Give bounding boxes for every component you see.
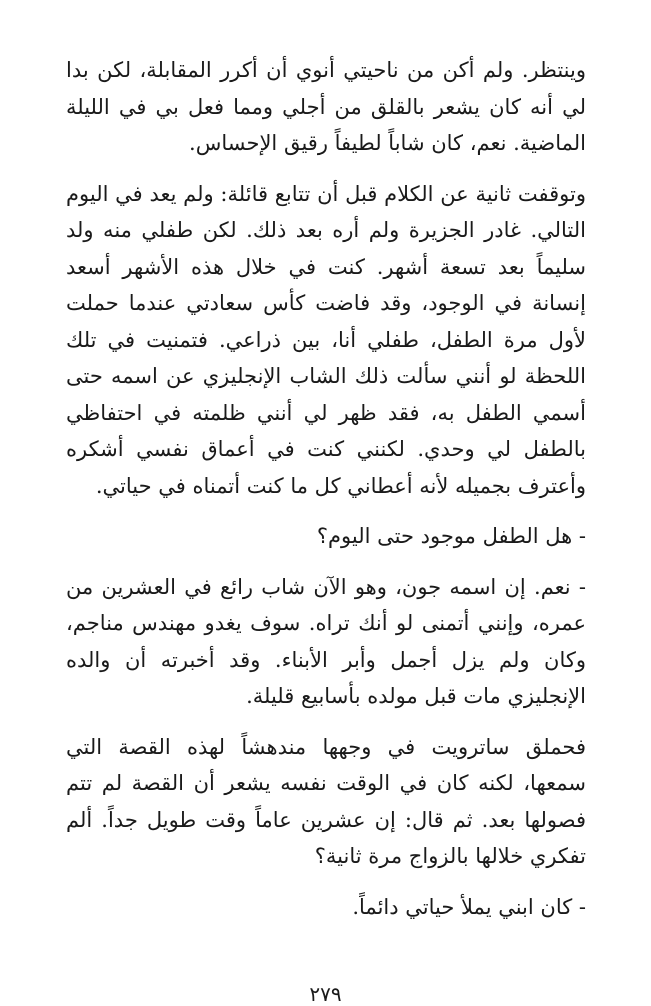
book-page [66, 52, 586, 939]
dialogue-line: - نعم. إن اسمه جون، وهو الآن شاب رائع في العشرين من عمره، وإنني أتمنى لو أنك تراه. سوف يغدو مهندس مناجم، وكان ولم يزل أجمل وأبر الأبناء. وقد أخبرته أن والده الإنجليزي مات قبل مولده بأسابيع قليلة. [66, 574, 586, 708]
page-number: ٢٧٩ [309, 982, 342, 1006]
dialogue-line: - كان ابني يملأ حياتي دائماً. [352, 894, 586, 919]
dialogue-line: - هل الطفل موجود حتى اليوم؟ [316, 524, 586, 548]
paragraph: وتوقفت ثانية عن الكلام قبل أن تتابع قائلة: ولم يعد في اليوم التالي. غادر الجزيرة ولم أره بعد ذلك. لكن طفلي منه ولد سليماً بعد تسعة أشهر. كنت في خلال هذه الأشهر أسعد إنسانة في الوجود، وقد فاضت كأس سعادتي عندما حملت لأول مرة الطفل، طفلي أنا، بين ذراعي. فتمنيت في تلك اللحظة لو أنني سألت ذلك الشاب الإنجليزي عن اسمه حتى أسمي الطفل به، فقد ظهر لي أنني ظلمته في احتفاظي بالطفل لي وحدي. لكنني كنت في أعماق نفسي أشكره وأعترف بجميله لأنه أعطاني كل ما كنت أتمناه في حياتي. [66, 181, 586, 498]
paragraph: وينتظر. ولم أكن من ناحيتي أنوي أن أكرر المقابلة، لكن بدا لي أنه كان يشعر بالقلق من أجلي ومما فعل بي في الليلة الماضية. نعم، كان شاباً لطيفاً رقيق الإحساس. [66, 58, 586, 155]
paragraph: فحملق ساترويت في وجهها مندهشاً لهذه القصة التي سمعها، لكنه كان في الوقت نفسه يشعر أن القصة لم تتم فصولها بعد. ثم قال: إن عشرين عاماً وقت طويل جداً. ألم تفكري خلالها بالزواج مرة ثانية؟ [66, 734, 586, 868]
